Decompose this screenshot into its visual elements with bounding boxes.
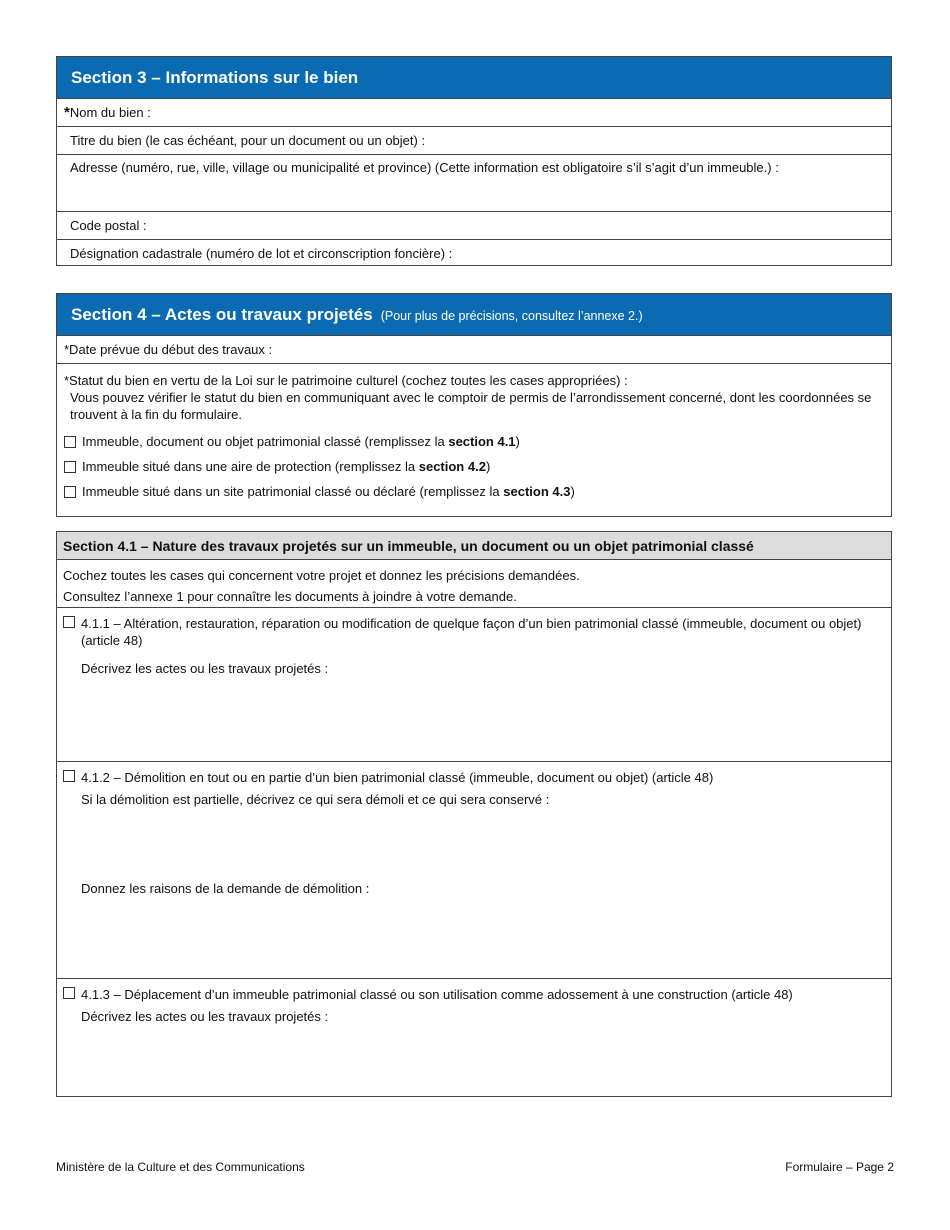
field-adresse[interactable] xyxy=(57,155,891,212)
instruction-line: Cochez toutes les cases qui concernent votre projet et donnez les précisions demandées. xyxy=(63,568,580,583)
item-title: 4.1.3 – Déplacement d’un immeuble patrimonial classé ou son utilisation comme adossement à une construction (article 48) xyxy=(81,987,793,1002)
field-label: Code postal : xyxy=(70,218,147,233)
checkbox[interactable] xyxy=(64,436,76,448)
demolition-reasons-field[interactable]: Donnez les raisons de la demande de démolition : xyxy=(81,881,370,896)
option-text: Immeuble situé dans une aire de protection (remplissez la section 4.2) xyxy=(82,459,491,474)
item-4-1-3-option[interactable] xyxy=(57,979,891,1003)
item-4-1-1 xyxy=(57,608,891,762)
item-title: 4.1.2 – Démolition en tout ou en partie d’un bien patrimonial classé (immeuble, document ou objet) (article 48) xyxy=(81,770,714,785)
footer-page: Formulaire – Page 2 xyxy=(785,1160,894,1174)
checkbox[interactable] xyxy=(64,461,76,473)
field-date-debut-travaux[interactable] xyxy=(57,336,891,364)
field-label: Titre du bien (le cas échéant, pour un document ou un objet) : xyxy=(70,133,426,148)
statut-du-bien xyxy=(57,364,891,516)
section-3-title: Section 3 – Informations sur le bien xyxy=(71,67,359,87)
item-4-1-2-option[interactable] xyxy=(57,762,891,786)
field-label: *Date prévue du début des travaux : xyxy=(64,342,273,357)
option-site-patrimonial[interactable] xyxy=(57,479,883,504)
statut-help: Vous pouvez vérifier le statut du bien en communiquant avec le comptoir de permis de l’arrondissement concerné, dont les coordonnées se trouvent à la fin du formulaire. xyxy=(70,390,872,422)
section-4-header xyxy=(57,294,891,336)
option-aire-protection[interactable] xyxy=(57,454,883,479)
partial-demolition-field[interactable]: Si la démolition est partielle, décrivez ce qui sera démoli et ce qui sera conservé : xyxy=(81,792,550,807)
item-4-1-3 xyxy=(57,979,891,1096)
checkbox[interactable] xyxy=(63,987,75,999)
section-4-title: Section 4 – Actes ou travaux projetés xyxy=(71,304,373,324)
option-classe[interactable] xyxy=(57,429,883,454)
section-4-1-header xyxy=(57,532,891,560)
option-text: Immeuble situé dans un site patrimonial classé ou déclaré (remplissez la section 4.3) xyxy=(82,484,575,499)
describe-field[interactable]: Décrivez les actes ou les travaux projetés : xyxy=(81,661,329,676)
field-code-postal[interactable] xyxy=(57,212,891,240)
footer-left: Ministère de la Culture et des Communications xyxy=(56,1160,305,1174)
field-label: Désignation cadastrale (numéro de lot et circonscription foncière) : xyxy=(70,246,453,261)
section-3-header xyxy=(57,57,891,99)
section-4-1-instructions xyxy=(57,560,891,608)
describe-field[interactable]: Décrivez les actes ou les travaux projetés : xyxy=(81,1009,329,1024)
item-4-1-2 xyxy=(57,762,891,979)
section-4-note: (Pour plus de précisions, consultez l’annexe 2.) xyxy=(380,308,643,323)
field-label: Adresse (numéro, rue, ville, village ou municipalité et province) (Cette information est obligatoire s’il s’agit d’un immeuble.) : xyxy=(70,160,779,175)
field-titre-du-bien[interactable] xyxy=(57,127,891,155)
section-3 xyxy=(56,56,892,266)
item-4-1-1-option[interactable] xyxy=(57,608,891,649)
field-nom-du-bien[interactable] xyxy=(57,99,891,127)
option-text: Immeuble, document ou objet patrimonial classé (remplissez la section 4.1) xyxy=(82,434,520,449)
field-label: Nom du bien : xyxy=(69,105,151,120)
section-4-1-title: Section 4.1 – Nature des travaux projetés sur un immeuble, un document ou un objet patrimonial classé xyxy=(63,537,754,554)
statut-label: *Statut du bien en vertu de la Loi sur le patrimoine culturel (cochez toutes les cases appropriées) : xyxy=(64,373,628,388)
checkbox[interactable] xyxy=(63,770,75,782)
section-4 xyxy=(56,293,892,517)
checkbox[interactable] xyxy=(63,616,75,628)
instruction-line: Consultez l’annexe 1 pour connaître les documents à joindre à votre demande. xyxy=(63,589,517,604)
section-4-1 xyxy=(56,531,892,1097)
required-marker: * xyxy=(64,104,70,121)
item-title: 4.1.1 – Altération, restauration, réparation ou modification de quelque façon d’un bien patrimonial classé (immeuble, document ou objet) (article 48) xyxy=(81,616,862,648)
field-designation-cadastrale[interactable] xyxy=(57,240,891,267)
checkbox[interactable] xyxy=(64,486,76,498)
